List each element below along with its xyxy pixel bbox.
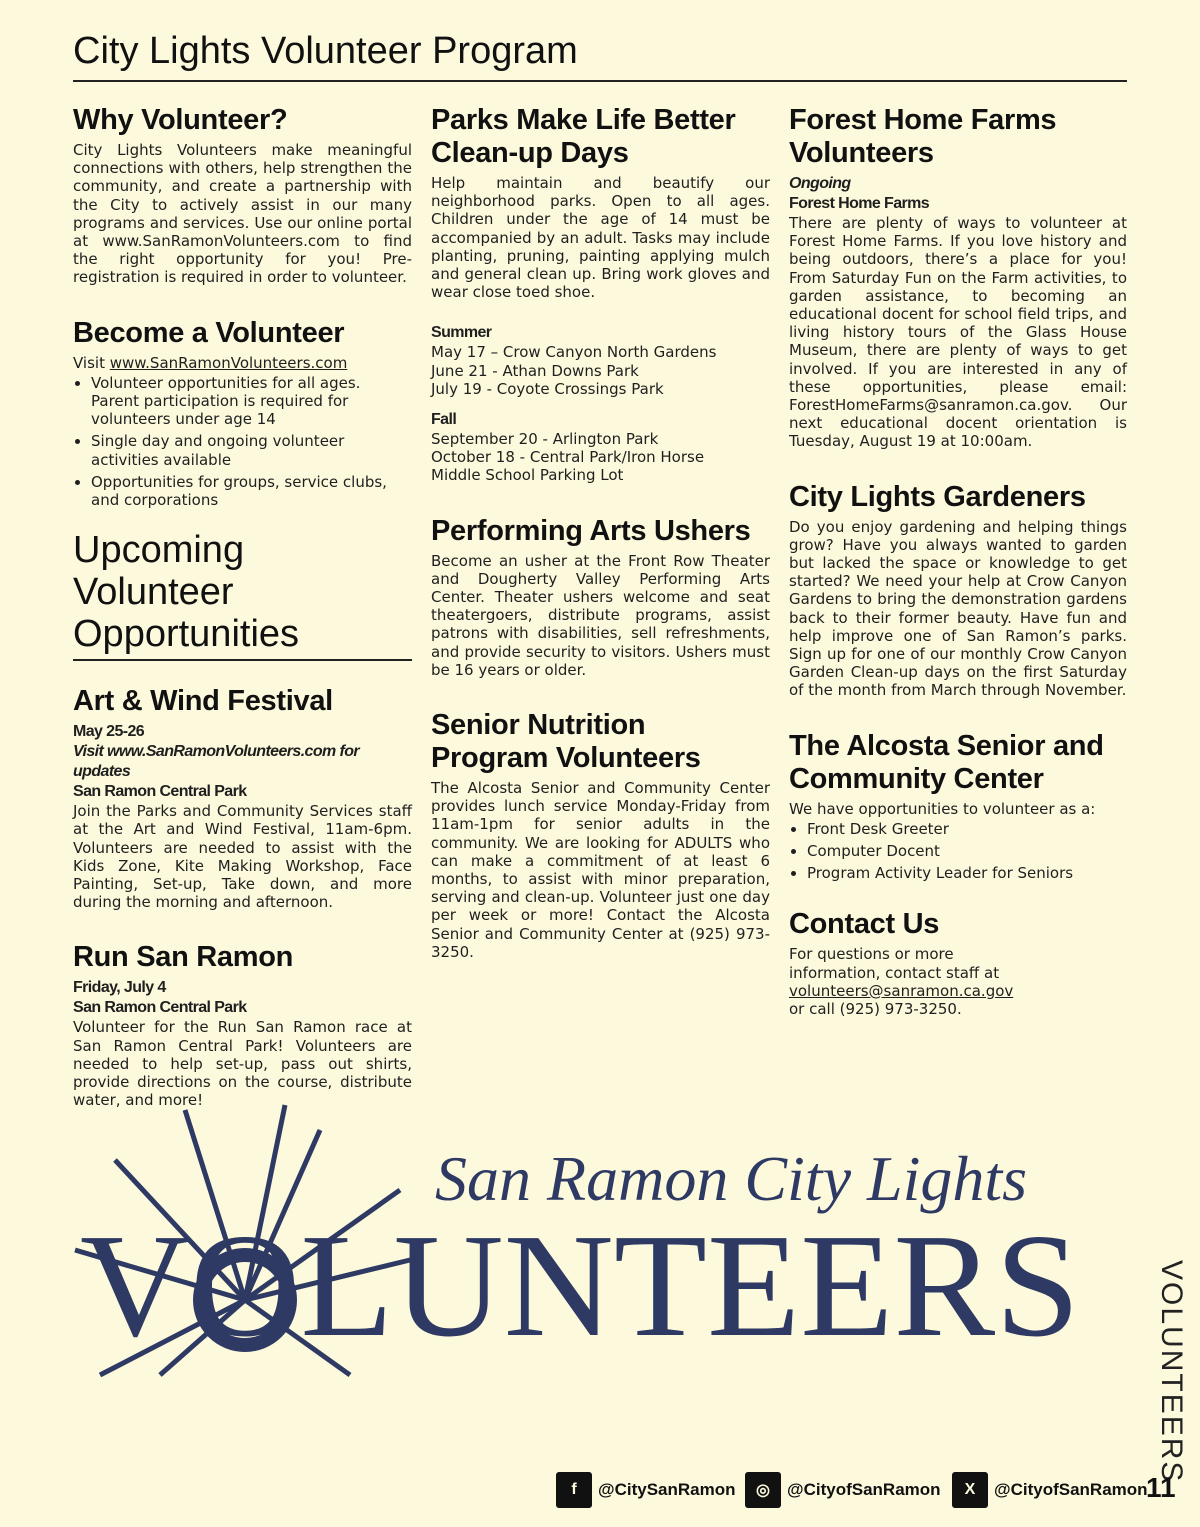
- upcoming-heading-line2: Volunteer: [73, 571, 234, 614]
- run-location: San Ramon Central Park: [73, 999, 247, 1017]
- facebook-icon: f: [556, 1472, 592, 1508]
- x-handle: @CityofSanRamon: [994, 1480, 1148, 1499]
- alcosta-bullets: [789, 820, 1127, 883]
- art-wind-body: Join the Parks and Community Services staff at the Art and Wind Festival, 11am-6pm. Volunteers are needed to assist with the Kids Zone, Kite Making Workshop, Face Painting, Set-up, Take down, and more during the morning and afternoon.: [73, 802, 412, 912]
- list-item: • Volunteer opportunities for all ages. Parent participation is required for volunteers under age 14: [91, 374, 412, 429]
- art-wind-date: May 25-26: [73, 723, 145, 741]
- instagram-link[interactable]: [745, 1472, 941, 1508]
- gardeners-body: Do you enjoy gardening and helping things grow? Have you always wanted to garden but lacked the space or knowledge to get started? We need your help at Crow Canyon Gardens to bring the demonstration gardens back to their former beauty. Have fun and help improve one of San Ramon’s parks. Sign up for one of our monthly Crow Canyon Garden Clean-up days on the first Saturday of the month from March through November.: [789, 517, 1127, 700]
- upcoming-heading-line1: Upcoming: [73, 529, 245, 572]
- run-san-ramon-heading: Run San Ramon: [73, 941, 294, 974]
- logo-wordmark: VOLUNTEERS: [80, 1204, 1080, 1368]
- list-item: • Program Activity Leader for Seniors: [807, 864, 1127, 882]
- instagram-handle: @CityofSanRamon: [787, 1480, 941, 1499]
- column-middle: [431, 104, 770, 961]
- art-wind-location: San Ramon Central Park: [73, 783, 247, 801]
- parks-heading: Parks Make Life Better Clean-up Days: [431, 104, 736, 169]
- column-right: [789, 104, 1127, 1018]
- x-link[interactable]: [952, 1472, 1148, 1508]
- summer-date: June 21 - Athan Downs Park: [431, 361, 639, 380]
- page-number: 11: [1146, 1472, 1176, 1503]
- forest-when: Ongoing: [789, 175, 851, 192]
- summer-date: May 17 – Crow Canyon North Gardens: [431, 343, 717, 362]
- forest-location: Forest Home Farms: [789, 195, 930, 212]
- facebook-handle: @CitySanRamon: [598, 1480, 736, 1499]
- fall-date: September 20 - Arlington Park: [431, 430, 659, 449]
- fall-label: Fall: [431, 411, 457, 429]
- list-item: • Computer Docent: [807, 842, 1127, 860]
- become-bullets: [73, 374, 412, 509]
- run-date: Friday, July 4: [73, 979, 166, 997]
- page-title: City Lights Volunteer Program: [73, 28, 1127, 82]
- become-visit-line: [73, 354, 412, 372]
- why-volunteer-body: City Lights Volunteers make meaningful connections with others, help strengthen the community, and create a partnership with the City to actively assist in our many programs and services. Use our online portal at www.SanRamonVolunteers.com to find the right opportunity for you! Pre-registration is required in order to volunteer.: [73, 141, 412, 287]
- section-divider: [73, 659, 412, 661]
- fall-date: October 18 - Central Park/Iron Horse: [431, 448, 705, 467]
- upcoming-heading-line3: Opportunities: [73, 613, 300, 656]
- logo-top-line: San Ramon City Lights: [435, 1143, 1028, 1214]
- list-item: • Single day and ongoing volunteer activities available: [91, 432, 412, 468]
- contact-line2: information, contact staff at: [789, 963, 1000, 982]
- column-left: [73, 104, 412, 1109]
- contact-email-link[interactable]: volunteers@sanramon.ca.gov: [789, 981, 1014, 1000]
- list-item: • Front Desk Greeter: [807, 820, 1127, 838]
- senior-nutrition-body: The Alcosta Senior and Community Center provides lunch service Monday-Friday from 11am-1pm for senior adults in the community. We are looking for ADULTS who can make a commitment of at least 6 months, to assist with minor preparation, serving and clean-up. Volunteer just one day per week or more! Contact the Alcosta Senior and Community Center at (925) 973-3250.: [431, 779, 770, 961]
- gardeners-heading: City Lights Gardeners: [789, 480, 1086, 513]
- forest-home-heading: Forest Home Farms Volunteers: [789, 104, 1057, 169]
- contact-line1: For questions or more: [789, 945, 954, 964]
- why-volunteer-heading: Why Volunteer?: [73, 104, 288, 136]
- x-icon: X: [952, 1472, 988, 1508]
- volunteer-site-link[interactable]: www.SanRamonVolunteers.com: [109, 353, 348, 372]
- volunteers-logo: [60, 1100, 1150, 1380]
- forest-body: There are plenty of ways to volunteer at Forest Home Farms. If you love history and being outdoors, there’s a place for you! From Saturday Fun on the Farm activities, to garden assistance, to becoming an educational docent for school field trips, and living history tours of the Glass House Museum, there are plenty of ways to get involved. If you are interested in any of these opportunities, please email: ForestHomeFarms@sanramon.ca.gov. Our next educational docent orientation is Tuesday, August 19 at 10:00am.: [789, 214, 1127, 451]
- list-item: • Opportunities for groups, service clubs, and corporations: [91, 473, 412, 509]
- senior-nutrition-heading: Senior Nutrition Program Volunteers: [431, 709, 701, 775]
- run-body: Volunteer for the Run San Ramon race at San Ramon Central Park! Volunteers are needed to help set-up, pass out shirts, provide directions on the course, distribute water, and more!: [73, 1018, 412, 1110]
- contact-heading: Contact Us: [789, 908, 940, 941]
- become-volunteer-heading: Become a Volunteer: [73, 316, 345, 349]
- facebook-link[interactable]: [556, 1472, 736, 1508]
- alcosta-heading: The Alcosta Senior and Community Center: [789, 729, 1104, 795]
- summer-label: Summer: [431, 324, 492, 342]
- alcosta-intro: We have opportunities to volunteer as a:: [789, 799, 1096, 818]
- ushers-heading: Performing Arts Ushers: [431, 514, 751, 547]
- ushers-body: Become an usher at the Front Row Theater and Dougherty Valley Performing Arts Center. Theater ushers welcome and seat theatergoers, distribute programs, assist patrons with disabilities, sell refreshments, and provide security to visitors. Ushers must be 16 years or older.: [431, 551, 770, 679]
- contact-line3: or call (925) 973-3250.: [789, 1000, 962, 1019]
- visit-prefix: Visit: [73, 353, 110, 372]
- parks-body: Help maintain and beautify our neighborhood parks. Open to all ages. Children under the age of 14 must be accompanied by an adult. Tasks may include planting, pruning, painting applying mulch and general clean up. Bring work gloves and wear close toed shoe.: [431, 174, 770, 302]
- side-section-label: VOLUNTEERS: [1155, 1260, 1188, 1484]
- fall-date: Middle School Parking Lot: [431, 466, 624, 485]
- summer-date: July 19 - Coyote Crossings Park: [431, 379, 664, 398]
- art-wind-note: Visit www.SanRamonVolunteers.com for updates: [73, 743, 360, 781]
- instagram-icon: ◎: [745, 1472, 781, 1508]
- art-wind-heading: Art & Wind Festival: [73, 685, 333, 718]
